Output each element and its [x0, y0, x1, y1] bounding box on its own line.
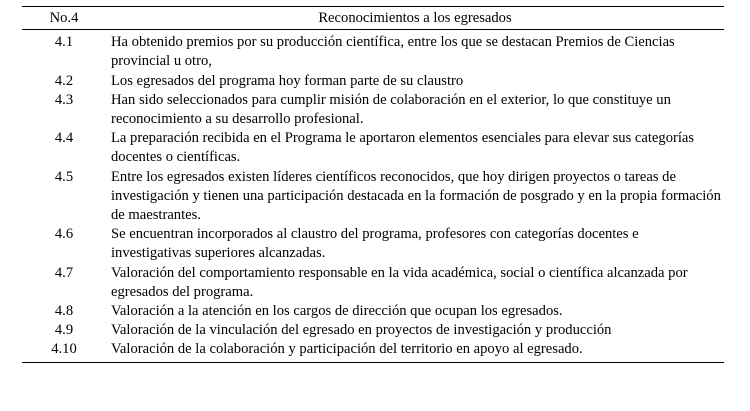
row-number: 4.3 — [54, 91, 74, 108]
table-row — [22, 225, 724, 263]
table-row — [22, 264, 724, 302]
row-text: Han sido seleccionados para cumplir misión de colaboración en el exterior, lo que constituye un reconocimiento a su desarrollo profesional. — [111, 91, 671, 128]
table-header — [22, 7, 724, 30]
table-row — [22, 321, 724, 340]
header-number: No.4 — [22, 7, 106, 30]
table-row — [22, 30, 724, 72]
row-number: 4.2 — [54, 72, 74, 89]
row-text: La preparación recibida en el Programa le aportaron elementos esenciales para elevar sus categorías docentes o científicas. — [111, 130, 695, 166]
table-row — [22, 129, 724, 167]
table-row — [22, 168, 724, 226]
header-row — [22, 7, 724, 30]
table-row — [22, 72, 724, 91]
row-text: Valoración a la atención en los cargos de dirección que ocupan los egresados. — [111, 303, 563, 320]
header-title: Reconocimientos a los egresados — [106, 7, 724, 30]
table-body — [22, 30, 724, 362]
recognition-table — [22, 6, 724, 363]
row-number: 4.10 — [22, 340, 106, 362]
row-number: 4.6 — [54, 226, 74, 243]
row-number: 4.1 — [54, 34, 74, 51]
row-text: Los egresados del programa hoy forman parte de su claustro — [111, 72, 464, 89]
table-row — [22, 302, 724, 321]
row-number: 4.5 — [54, 168, 74, 185]
row-text: Entre los egresados existen líderes científicos reconocidos, que hoy dirigen proyectos o tareas de investigación y tienen una participación destacada en la formación de posgrado y en la propia formación de maestrantes. — [111, 168, 721, 224]
row-text: Valoración de la colaboración y participación del territorio en apoyo al egresado. — [106, 340, 724, 362]
row-number: 4.9 — [54, 322, 74, 339]
table-row — [22, 340, 724, 362]
table-row — [22, 91, 724, 129]
row-number: 4.8 — [54, 303, 74, 320]
row-text: Valoración de la vinculación del egresado en proyectos de investigación y producción — [111, 322, 612, 339]
row-text: Se encuentran incorporados al claustro del programa, profesores con categorías docentes e investigativas superiores alcanzadas. — [111, 226, 639, 262]
row-text: Ha obtenido premios por su producción científica, entre los que se destacan Premios de Ciencias provincial u otro, — [111, 34, 675, 70]
row-number: 4.7 — [54, 264, 74, 281]
row-number: 4.4 — [54, 130, 74, 147]
row-text: Valoración del comportamiento responsable en la vida académica, social o científica alcanzada por egresados del programa. — [111, 264, 688, 300]
